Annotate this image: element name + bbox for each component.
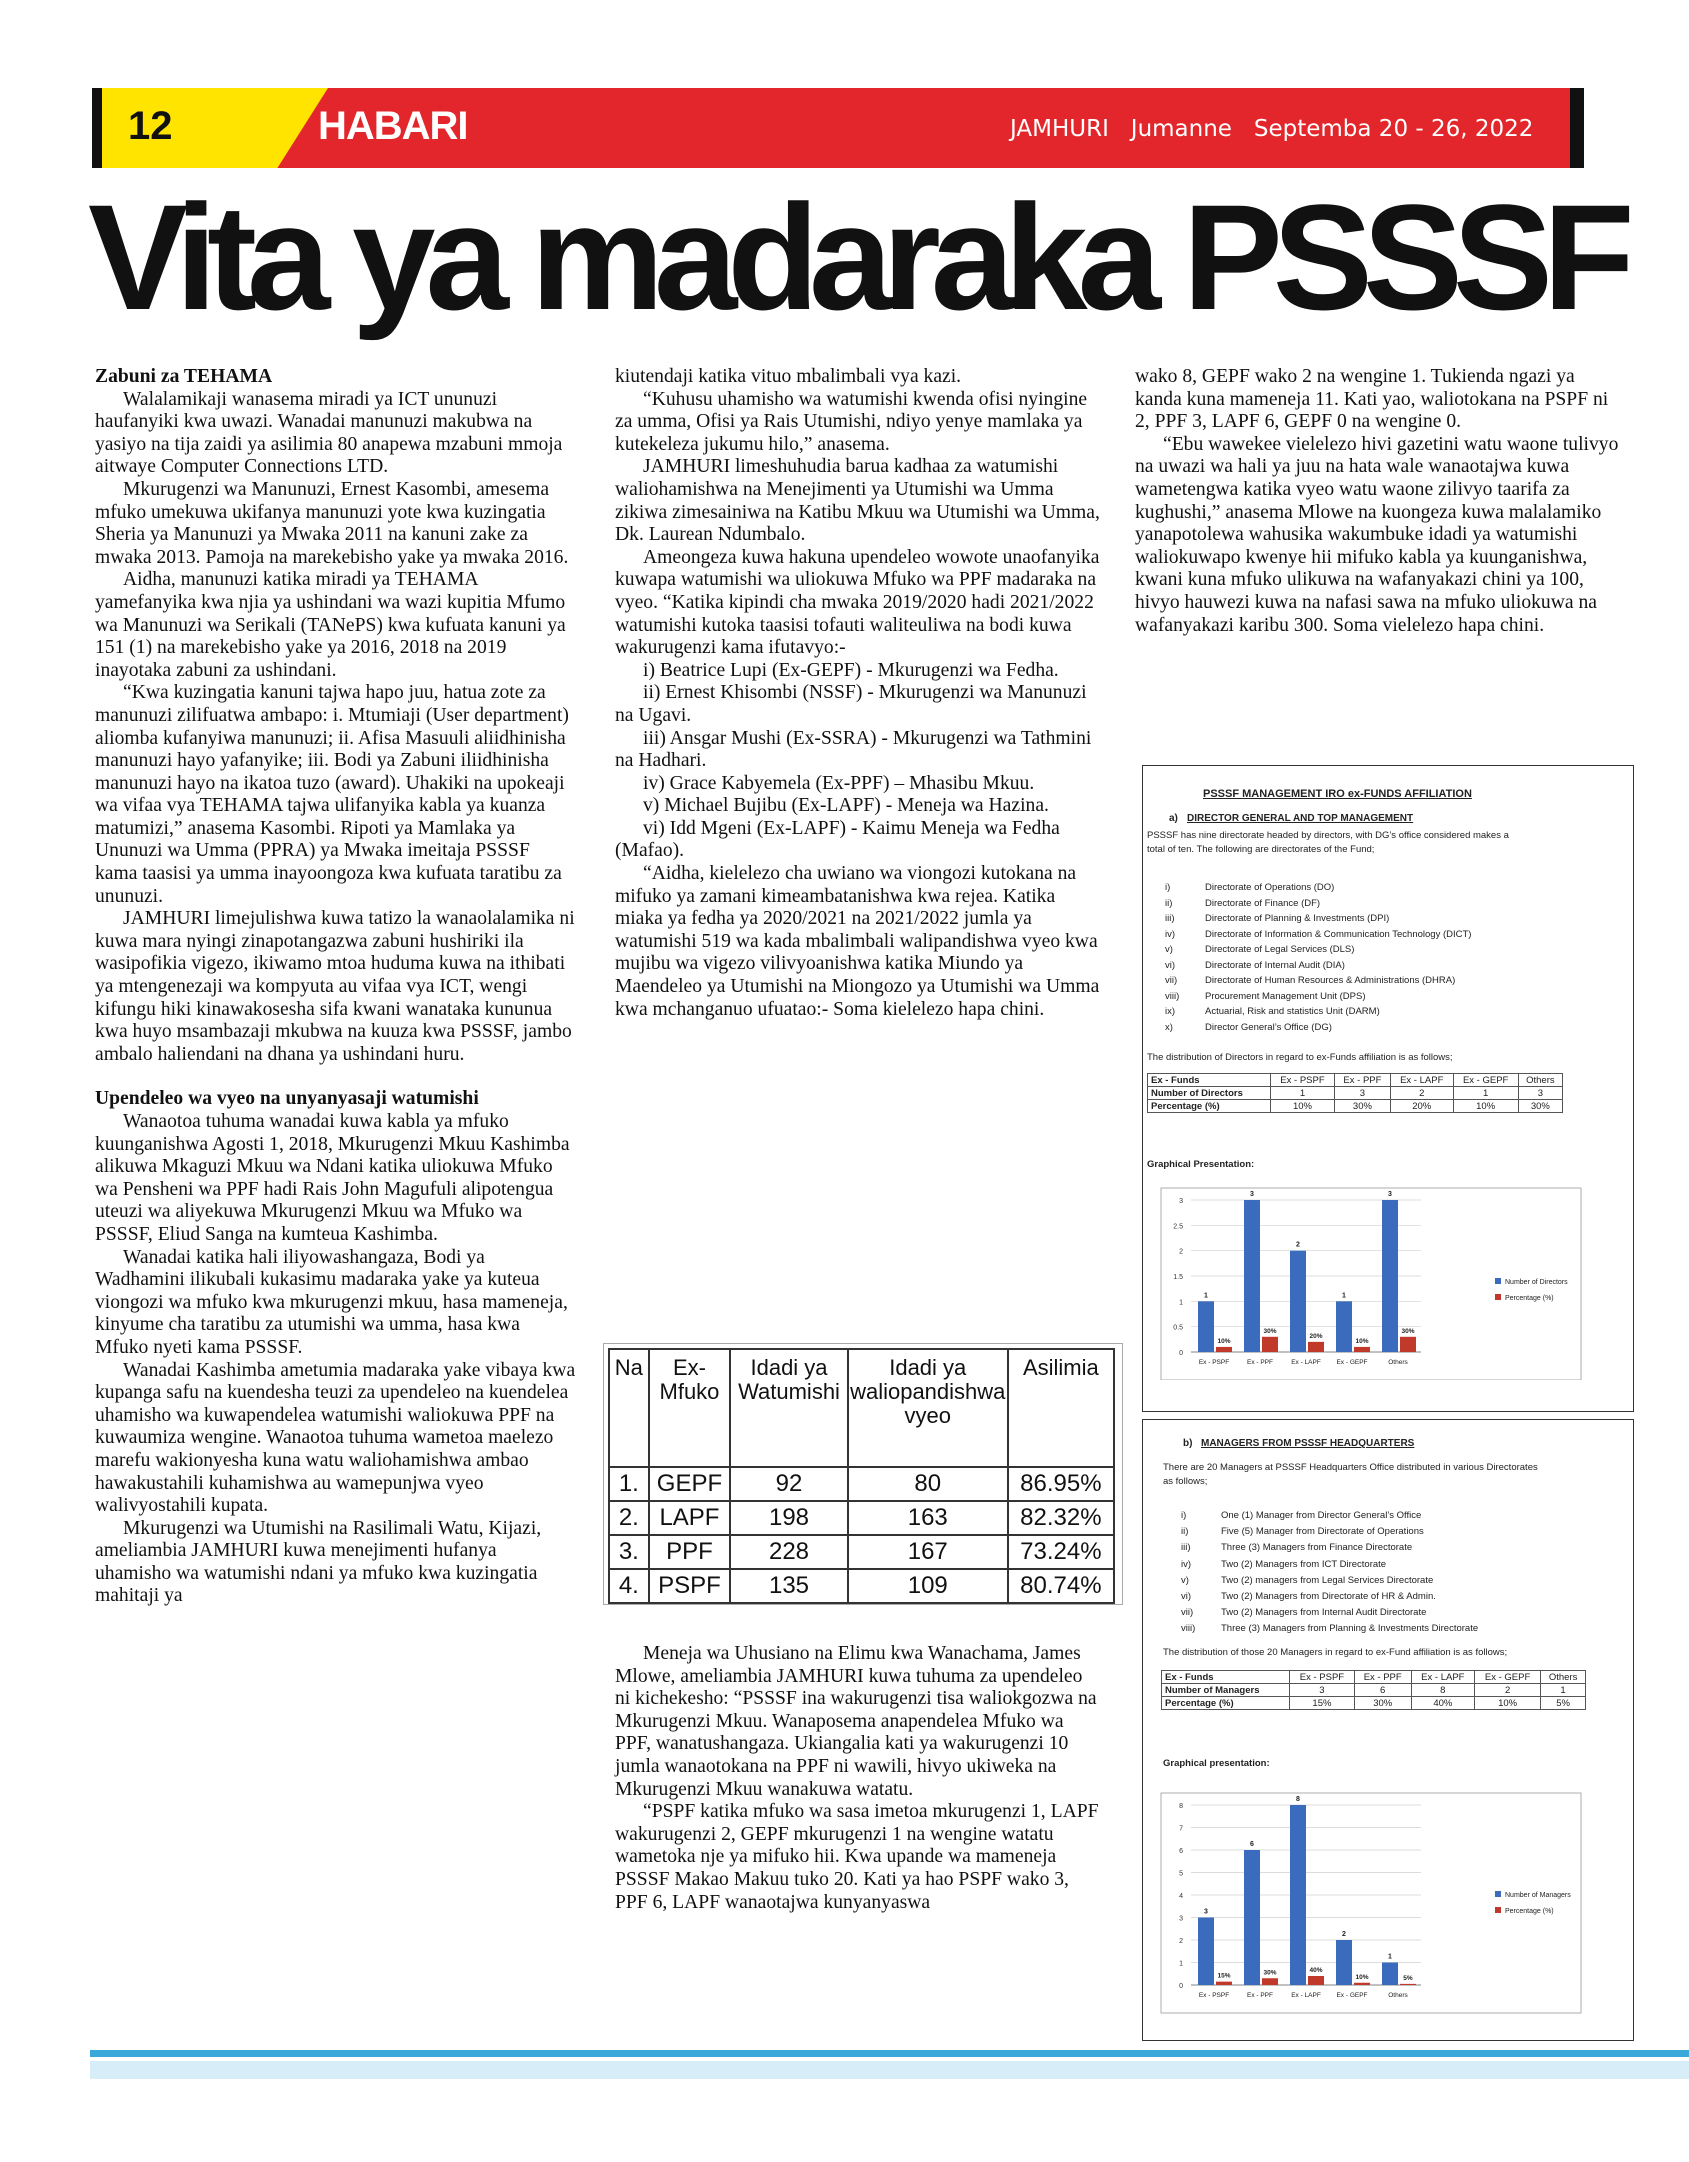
table-cell: 3	[1518, 1087, 1562, 1100]
y-tick-label: 3	[1179, 1915, 1183, 1923]
list-item-number: viii)	[1165, 990, 1180, 1002]
chart-frame	[1161, 1793, 1581, 2013]
data-label: 10%	[1355, 1973, 1369, 1981]
paragraph: “Aidha, kielelezo cha uwiano wa viongozi kutokana na mifuko ya zamani kimeambatanishwa kwa rejea. Katika miaka ya fedha ya 2020/2021 na 2021/2022 jumla ya watumishi 519 wa kada mbalimbali walipandishwa vyeo kwa mujibu wa vigezo vilivyoanishwa katika Miundo ya Maendeleo ya Utumishi na Miongozo ya Utumishi wa Umma kwa mchanganuo ufuatao:- Soma kielelezo hapa chini.	[615, 863, 1100, 1020]
legend-label: Percentage (%)	[1505, 1908, 1554, 1915]
table-row	[1148, 1087, 1563, 1100]
bar	[1216, 1982, 1232, 1985]
panel-a-distribution: The distribution of Directors in regard to ex-Funds affiliation is as follows;	[1147, 1052, 1453, 1063]
list-item-number: vii)	[1165, 975, 1178, 986]
table-row	[1148, 1074, 1563, 1087]
bar	[1262, 1337, 1278, 1352]
promotion-table-row	[609, 1467, 1114, 1501]
list-item-text: Two (2) Managers from Internal Audit Directorate	[1221, 1607, 1427, 1619]
panel-b-distribution: The distribution of those 20 Managers in regard to ex-Fund affiliation is as follows;	[1163, 1647, 1508, 1658]
list-item	[1165, 958, 1471, 974]
section-title: HABARI	[318, 104, 468, 148]
y-tick-label: 8	[1179, 1803, 1183, 1810]
y-tick-label: 1	[1179, 1960, 1183, 1968]
y-tick-label: 1	[1179, 1299, 1183, 1307]
table-cell: Percentage (%)	[1162, 1697, 1290, 1710]
table-cell: 10%	[1271, 1100, 1335, 1113]
promotion-table-cell: 228	[730, 1535, 848, 1569]
panel-a-graph-label: Graphical Presentation:	[1147, 1159, 1255, 1170]
managers-document-panel	[1142, 1419, 1634, 2041]
legend-label: Number of Directors	[1505, 1279, 1568, 1286]
paragraph: Aidha, manunuzi katika miradi ya TEHAMA yamefanyika kwa njia ya ushindani wa wazi kupitia Mfumo wa Manunuzi wa Serikali (TANePS) kwa kufuata kanuni ya 151 (1) na marekebisho yake ya 2016, 2018 na 2019 inayotaka zabuni za ushindani.	[95, 569, 566, 681]
bar	[1400, 1337, 1416, 1352]
bar	[1382, 1963, 1398, 1986]
paragraph: Mkurugenzi wa Manunuzi, Ernest Kasombi, amesema mfuko umekuwa ukifanya manunuzi yote kwa kuzingatia Sheria ya Manunuzi ya Mwaka 2011 na kanuni zake za mwaka 2013. Pamoja na marekebisho yake ya mwaka 2016.	[95, 478, 569, 568]
table-cell: 20%	[1390, 1100, 1453, 1113]
paragraph: kiutendaji katika vituo mbalimbali vya kazi.	[615, 366, 962, 387]
panel-b-subtitle: MANAGERS FROM PSSSF HEADQUARTERS	[1201, 1438, 1415, 1449]
paragraph: Wanaotoa tuhuma wanadai kuwa kabla ya mfuko kuunganishwa Agosti 1, 2018, Mkurugenzi Mkuu Kashimba alikuwa Mkaguzi Mkuu wa Ndani katika uliokuwa Mfuko wa Pensheni wa PPF hadi Rais John Magufuli alipotengua uteuzi wa aliyekuwa Mkurugenzi Mkuu wa Mfuko wa PSSSF, Eliud Sanga na kumteua Kashimba.	[95, 1111, 570, 1245]
list-item-number: i)	[1165, 882, 1171, 893]
list-item-text: Three (3) Managers from Finance Directorate	[1221, 1542, 1413, 1554]
y-tick-label: 1.5	[1173, 1274, 1183, 1281]
bar	[1308, 1342, 1324, 1352]
list-item-number: vi)	[1181, 1591, 1192, 1603]
paragraph: Ameongeza kuwa hakuna upendeleo wowote unaofanyika kuwapa watumishi wa uliokuwa Mfuko wa PPF madaraka na vyeo. “Katika kipindi cha mwaka 2019/2020 hadi 2021/2022 watumishi kutoka taasisi tofauti waliteuliwa na bodi kuwa wakurugenzi kama ifutavyo:-	[615, 546, 1100, 659]
paragraph: Wanadai katika hali iliyowashangaza, Bodi ya Wadhamini ilikubali kukasimu madaraka yake ya kuteua viongozi wa mfuko kwa mkurugenzi mkuu, hasa mameneja, kinyume cha taratibu za utumishi wa umma, hasa kwa Mfuko nyeti kama PSSSF.	[95, 1246, 568, 1358]
paragraph: i) Beatrice Lupi (Ex-GEPF) - Mkurugenzi wa Fedha.	[643, 659, 1059, 681]
bar	[1198, 1918, 1214, 1986]
list-item	[1181, 1508, 1478, 1524]
list-item	[1165, 989, 1471, 1005]
promotion-table-row	[609, 1535, 1114, 1569]
promotion-table-header	[609, 1349, 1114, 1467]
table-cell: 10%	[1453, 1100, 1518, 1113]
list-item	[1181, 1540, 1478, 1556]
article-column-2-continued	[615, 1643, 1100, 1914]
panel-a-subnum: a)	[1169, 813, 1178, 824]
table-cell: 1	[1453, 1087, 1518, 1100]
list-item-number: iv)	[1165, 928, 1176, 940]
panel-b-subnum: b)	[1183, 1438, 1193, 1449]
managers-chart	[1143, 1780, 1633, 2020]
x-tick-label: Ex - PPF	[1246, 1992, 1274, 1999]
subheading: Zabuni za TEHAMA	[95, 366, 273, 387]
list-item-text: Directorate of Internal Audit (DIA)	[1205, 959, 1345, 971]
paragraph: JAMHURI limejulishwa kuwa tatizo la wanaolalamika ni kuwa mara nyingi zinapotangazwa zabuni hushiriki ila wasipofikia vigezo, ikiwamo mtoa huduma kuwa na ithibati ya mtengenezaji wa kompyuta au vifaa vya ICT, wengi kifungu hiki kinawakosesha sifa kwani wanataka kununua kwa huyo msambazaji mkubwa na kuuza kwa PSSSF, jambo ambalo haliendani na dhana ya ushindani huru.	[95, 908, 575, 1065]
legend-label: Percentage (%)	[1505, 1295, 1554, 1302]
bar	[1244, 1850, 1260, 1985]
article-column-2	[615, 366, 1100, 1021]
y-tick-label: 2	[1179, 1248, 1183, 1256]
promotion-table-cell: 86.95%	[1008, 1467, 1114, 1501]
promotion-table-row	[609, 1501, 1114, 1535]
list-item-number: ii)	[1165, 897, 1173, 909]
table-cell: 2	[1390, 1087, 1453, 1100]
table-cell: Ex - LAPF	[1390, 1074, 1453, 1087]
list-item-number: vi)	[1165, 959, 1176, 971]
promotion-table-cell: 3.	[609, 1535, 649, 1569]
list-item-text: Directorate of Operations (DO)	[1205, 882, 1335, 893]
paragraph: Walalamikaji wanasema miradi ya ICT ununuzi haufanyiki kwa uwazi. Wanadai manunuzi makubwa na yasiyo na tija zaidi ya asilimia 80 anapewa mzabuni mmoja aitwaye Computer Connections LTD.	[95, 388, 563, 478]
list-item-text: Five (5) Manager from Directorate of Operations	[1221, 1526, 1424, 1538]
list-item-number: ii)	[1181, 1526, 1189, 1538]
list-item-text: Directorate of Legal Services (DLS)	[1205, 944, 1355, 955]
y-tick-label: 2.5	[1173, 1223, 1183, 1231]
paragraph: iii) Ansgar Mushi (Ex-SSRA) - Mkurugenzi wa Tathmini na Hadhari.	[615, 727, 1092, 772]
table-cell: Percentage (%)	[1148, 1100, 1271, 1113]
directors-chart	[1143, 1180, 1633, 1380]
paragraph: Meneja wa Uhusiano na Elimu kwa Wanachama, James Mlowe, ameliambia JAMHURI kuwa tuhuma za upendeleo ni kichekesho: “PSSSF ina wakurugenzi tisa waliokgozwa na Mkurugenzi Mkuu. Wanaposema anapendelea Mfuko wa PPF, wanatushangaza. Ukiangalia kati ya wakurugenzi 10 jumla wanaotokana na PPF ni wawili, hivyo ukiweka na Mkurugenzi Mkuu wanakuwa watatu.	[615, 1643, 1097, 1800]
list-item-text: Directorate of Planning & Investments (DPI)	[1205, 913, 1390, 924]
x-tick-label: Ex - GEPF	[1336, 1992, 1368, 1999]
legend-swatch	[1495, 1278, 1501, 1284]
list-item-text: Two (2) managers from Legal Services Directorate	[1221, 1574, 1434, 1586]
paragraph: iv) Grace Kabyemela (Ex-PPF) – Mhasibu Mkuu.	[643, 772, 1035, 794]
promotion-table-cell: 135	[730, 1569, 848, 1603]
promotion-table-cell: 109	[848, 1569, 1008, 1603]
manager-list	[1181, 1508, 1478, 1638]
bar	[1336, 1301, 1352, 1352]
article-column-1	[95, 366, 577, 1608]
promotion-table-image	[603, 1343, 1123, 1605]
panel-a-intro-line1: PSSSF has nine directorate headed by directors, with DG’s office considered makes a	[1147, 830, 1509, 841]
x-tick-label: Others	[1388, 1359, 1408, 1366]
directors-document-panel	[1142, 765, 1634, 1412]
list-item	[1165, 973, 1471, 989]
legend-swatch	[1495, 1294, 1501, 1300]
data-label: 3	[1250, 1191, 1254, 1198]
list-item-text: Two (2) Managers from ICT Directorate	[1221, 1558, 1387, 1570]
paragraph: ii) Ernest Khisombi (NSSF) - Mkurugenzi wa Manunuzi na Ugavi.	[615, 682, 1087, 726]
data-label: 3	[1204, 1908, 1208, 1916]
promotion-table-header-cell: Idadi ya Watumishi	[730, 1349, 848, 1467]
panel-b-graph-label: Graphical presentation:	[1163, 1758, 1270, 1769]
y-tick-label: 0	[1179, 1350, 1183, 1357]
list-item	[1165, 927, 1471, 943]
list-item-number: x)	[1165, 1021, 1173, 1033]
table-cell: Number of Managers	[1162, 1684, 1290, 1697]
table-cell: Ex - Funds	[1162, 1671, 1290, 1684]
promotion-table-cell: 167	[848, 1535, 1008, 1569]
bar	[1308, 1976, 1324, 1985]
table-cell: Others	[1518, 1074, 1562, 1087]
directors-table	[1147, 1073, 1563, 1113]
header-right-edge	[1570, 88, 1584, 168]
list-item	[1165, 942, 1471, 958]
data-label: 2	[1296, 1241, 1300, 1249]
data-label: 20%	[1309, 1332, 1323, 1340]
list-item-number: iii)	[1181, 1542, 1191, 1554]
y-tick-label: 2	[1179, 1938, 1183, 1945]
x-tick-label: Ex - PSPF	[1198, 1359, 1230, 1366]
panel-a-subtitle: DIRECTOR GENERAL AND TOP MANAGEMENT	[1187, 813, 1414, 824]
footer-band	[90, 2061, 1689, 2079]
table-cell: 30%	[1334, 1100, 1390, 1113]
data-label: 2	[1342, 1931, 1346, 1938]
promotion-table-cell: PSPF	[649, 1569, 731, 1603]
promotion-table-cell: 82.32%	[1008, 1501, 1114, 1535]
list-item-number: iv)	[1181, 1558, 1192, 1570]
y-tick-label: 4	[1179, 1893, 1183, 1900]
bar	[1216, 1347, 1232, 1352]
panel-b-intro-line2: as follows;	[1163, 1476, 1208, 1487]
table-cell: Number of Directors	[1148, 1087, 1271, 1100]
list-item-text: Actuarial, Risk and statistics Unit (DARM)	[1205, 1006, 1380, 1017]
bar	[1354, 1347, 1370, 1352]
x-tick-label: Ex - LAPF	[1291, 1359, 1321, 1366]
y-tick-label: 7	[1179, 1825, 1183, 1833]
legend-swatch	[1495, 1891, 1501, 1897]
list-item-text: One (1) Manager from Director General’s Office	[1221, 1510, 1422, 1521]
table-cell: 5%	[1541, 1697, 1586, 1710]
managers-table	[1161, 1670, 1586, 1710]
data-label: 1	[1204, 1292, 1208, 1300]
table-cell: Ex - LAPF	[1411, 1671, 1474, 1684]
promotion-table-cell: 4.	[609, 1569, 649, 1603]
x-tick-label: Ex - PPF	[1246, 1359, 1274, 1366]
promotion-table-cell: LAPF	[649, 1501, 731, 1535]
promotion-table	[608, 1348, 1115, 1604]
promotion-table-header-cell: Asilimia	[1008, 1349, 1114, 1467]
table-cell: Ex - PSPF	[1271, 1074, 1335, 1087]
panel-a-intro-line2: total of ten. The following are directorates of the Fund;	[1147, 844, 1375, 855]
dateline: JAMHURI Jumanne Septemba 20 - 26, 2022	[1010, 116, 1534, 142]
data-label: 30%	[1401, 1327, 1415, 1335]
table-cell: 3	[1334, 1087, 1390, 1100]
list-item-text: Procurement Management Unit (DPS)	[1205, 990, 1366, 1002]
table-cell: 6	[1354, 1684, 1411, 1697]
header-left-edge	[92, 88, 102, 168]
paragraph: wako 8, GEPF wako 2 na wengine 1. Tukienda ngazi ya kanda kuna mameneja 11. Kati yao, waliotokana na PSPF ni 2, PPF 3, LAPF 6, GEPF 0 na wengine 0.	[1135, 366, 1609, 433]
promotion-table-header-cell: Idadi ya waliopandishwa vyeo	[848, 1349, 1008, 1467]
list-item-number: v)	[1165, 944, 1173, 955]
list-item	[1165, 896, 1471, 912]
bar	[1336, 1940, 1352, 1985]
y-tick-label: 3	[1179, 1198, 1183, 1205]
legend-swatch	[1495, 1907, 1501, 1913]
paragraph: Mkurugenzi wa Utumishi na Rasilimali Watu, Kijazi, ameliambia JAMHURI kuwa menejimenti hufanya uhamisho wa watumishi ndani ya mfuko kwa kuzingatia mahitaji ya	[95, 1517, 542, 1607]
list-item	[1181, 1605, 1478, 1621]
table-cell: 2	[1475, 1684, 1541, 1697]
table-cell: Others	[1541, 1671, 1586, 1684]
list-item	[1165, 911, 1471, 927]
promotion-table-row	[609, 1569, 1114, 1603]
x-tick-label: Ex - LAPF	[1291, 1992, 1321, 1999]
list-item-text: Directorate of Finance (DF)	[1205, 897, 1321, 909]
list-item-number: v)	[1181, 1574, 1189, 1586]
table-cell: 40%	[1411, 1697, 1474, 1710]
bar	[1290, 1251, 1306, 1352]
data-label: 10%	[1355, 1337, 1369, 1345]
table-cell: 8	[1411, 1684, 1474, 1697]
data-label: 1	[1342, 1292, 1346, 1300]
list-item-text: Director General’s Office (DG)	[1205, 1021, 1332, 1033]
list-item	[1165, 1020, 1471, 1036]
panel-a-title: PSSSF MANAGEMENT IRO ex-FUNDS AFFILIATION	[1203, 788, 1472, 800]
list-item-text: Two (2) Managers from Directorate of HR & Admin.	[1221, 1591, 1436, 1603]
paragraph	[95, 1066, 577, 1088]
data-label: 30%	[1263, 1969, 1277, 1977]
data-label: 1	[1388, 1953, 1392, 1961]
panel-b-intro-line1: There are 20 Managers at PSSSF Headquarters Office distributed in various Directorates	[1163, 1462, 1538, 1473]
paragraph: “Ebu wawekee vielelezo hivi gazetini watu waone tulivyo na uwazi wa hali ya juu na hata wale wanaotajwa kuwa wametengwa katika vyeo watu waone zilivyo taarifa za kughushi,” anasema Mlowe na kuongeza kuwa malalamiko yanapotolewa wahusika wakumbuke idadi ya watumishi waliokuwapo kwenye hii mifuko kabla ya kuunganishwa, kwani kuna mfuko ulikuwa na wafanyakazi chini ya 100, hivyo hauwezi kuwa na nafasi sawa na mfuko uliokuwa na wafanyakazi karibu 300. Soma vielelezo hapa chini.	[1135, 433, 1619, 636]
promotion-table-cell: 73.24%	[1008, 1535, 1114, 1569]
page-number: 12	[128, 104, 173, 148]
directorate-list	[1165, 880, 1471, 1035]
list-item	[1181, 1573, 1478, 1589]
table-row	[1162, 1697, 1586, 1710]
y-tick-label: 0	[1179, 1983, 1183, 1990]
list-item-number: viii)	[1181, 1623, 1196, 1635]
bar	[1198, 1301, 1214, 1352]
list-item	[1165, 1004, 1471, 1020]
bar	[1290, 1805, 1306, 1985]
promotion-table-cell: 92	[730, 1467, 848, 1501]
table-cell: 3	[1290, 1684, 1355, 1697]
y-tick-label: 5	[1179, 1870, 1183, 1878]
table-cell: 30%	[1354, 1697, 1411, 1710]
data-label: 15%	[1217, 1972, 1231, 1980]
bar	[1244, 1200, 1260, 1352]
list-item	[1181, 1589, 1478, 1605]
list-item-number: vii)	[1181, 1607, 1194, 1619]
promotion-table-cell: 163	[848, 1501, 1008, 1535]
data-label: 10%	[1217, 1337, 1231, 1345]
y-tick-label: 6	[1179, 1848, 1183, 1855]
bar	[1382, 1200, 1398, 1352]
x-tick-label: Ex - PSPF	[1198, 1992, 1230, 1999]
data-label: 8	[1296, 1796, 1300, 1803]
list-item	[1181, 1621, 1478, 1637]
list-item-text: Directorate of Information & Communication Technology (DICT)	[1205, 928, 1472, 940]
table-row	[1162, 1684, 1586, 1697]
bar	[1262, 1978, 1278, 1985]
data-label: 3	[1388, 1191, 1392, 1198]
promotion-table-cell: 1.	[609, 1467, 649, 1501]
table-cell: 1	[1271, 1087, 1335, 1100]
article-column-3	[1135, 366, 1625, 637]
list-item-number: iii)	[1165, 913, 1175, 924]
data-label: 30%	[1263, 1327, 1277, 1335]
table-cell: 1	[1541, 1684, 1586, 1697]
table-row	[1162, 1671, 1586, 1684]
table-cell: Ex - PPF	[1334, 1074, 1390, 1087]
list-item-text: Directorate of Human Resources & Administrations (DHRA)	[1205, 975, 1456, 986]
promotion-table-cell: 80	[848, 1467, 1008, 1501]
list-item-text: Three (3) Managers from Planning & Investments Directorate	[1221, 1623, 1479, 1635]
paragraph: v) Michael Bujibu (Ex-LAPF) - Meneja wa Hazina.	[643, 795, 1049, 817]
table-cell: Ex - PSPF	[1290, 1671, 1355, 1684]
list-item-number: i)	[1181, 1510, 1187, 1521]
legend-label: Number of Managers	[1505, 1892, 1571, 1899]
promotion-table-cell: 2.	[609, 1501, 649, 1535]
promotion-table-cell: 80.74%	[1008, 1569, 1114, 1603]
bar	[1400, 1984, 1416, 1985]
table-cell: Ex - GEPF	[1475, 1671, 1541, 1684]
list-item	[1181, 1557, 1478, 1573]
data-label: 40%	[1309, 1967, 1323, 1974]
promotion-table-header-cell: Ex- Mfuko	[649, 1349, 731, 1467]
table-cell: 10%	[1475, 1697, 1541, 1710]
paragraph: vi) Idd Mgeni (Ex-LAPF) - Kaimu Meneja wa Fedha (Mafao).	[615, 817, 1060, 862]
data-label: 5%	[1403, 1974, 1413, 1982]
x-tick-label: Ex - GEPF	[1336, 1359, 1368, 1366]
promotion-table-cell: 198	[730, 1501, 848, 1535]
table-cell: Ex - PPF	[1354, 1671, 1411, 1684]
paragraph: “PSPF katika mfuko wa sasa imetoa mkurugenzi 1, LAPF wakurugenzi 2, GEPF mkurugenzi 1 na wengine watatu wametoka nje ya mifuko hii. Kwa upande wa mameneja PSSSF Makao Makuu tuko 20. Kati ya hao PSPF wako 3, PPF 6, LAPF wanaotajwa kunyanyaswa	[615, 1801, 1099, 1913]
y-tick-label: 0.5	[1173, 1324, 1183, 1332]
table-cell: 30%	[1518, 1100, 1562, 1113]
paragraph: “Kwa kuzingatia kanuni tajwa hapo juu, hatua zote za manunuzi zilifuatwa ambapo: i. Mtumiaji (User department) aliomba kufanyiwa manunuzi; ii. Afisa Masuuli aliidhinisha manunuzi hayo yafanyike; iii. Bodi ya Zabuni iliidhinisha manunuzi hayo na ikatoa tuzo (award). Uhakiki na upokeaji wa vifaa vya TEHAMA tajwa ulifanyika kabla ya kuanza matumizi,” anasema Kasombi. Ripoti ya Mamlaka ya Ununuzi wa Umma (PPRA) ya Mwaka imeitaja PSSSF kama taasisi ya umma inayoongoza kwa kufuata taratibu za ununuzi.	[95, 682, 569, 907]
promotion-table-header-cell: Na	[609, 1349, 649, 1467]
table-cell: Ex - Funds	[1148, 1074, 1271, 1087]
promotion-table-cell: PPF	[649, 1535, 731, 1569]
table-row	[1148, 1100, 1563, 1113]
subheading: Upendeleo wa vyeo na unyanyasaji watumishi	[95, 1088, 479, 1110]
paragraph: JAMHURI limeshuhudia barua kadhaa za watumishi waliohamishwa na Menejimenti ya Utumishi wa Umma zikiwa zimesainiwa na Katibu Mkuu wa Utumishi wa Umma, Dk. Laurean Ndumbalo.	[615, 456, 1100, 546]
list-item-number: ix)	[1165, 1006, 1176, 1017]
table-cell: Ex - GEPF	[1453, 1074, 1518, 1087]
list-item	[1165, 880, 1471, 896]
data-label: 6	[1250, 1841, 1254, 1848]
list-item	[1181, 1524, 1478, 1540]
headline: Vita ya madaraka PSSSF	[88, 173, 1625, 341]
table-cell: 15%	[1290, 1697, 1355, 1710]
x-tick-label: Others	[1388, 1992, 1408, 1999]
paragraph: Wanadai Kashimba ametumia madaraka yake vibaya kwa kupanga safu na kuendesha teuzi za upendeleo na kuendelea uhamisho wa kuwapendelea watumishi waliokuwa PPF na kuwaumiza wengine. Wanaotoa tuhuma wametoa maelezo marefu wakionyesha kuna watu waliohamishwa ambao hawakustahili kuhamishwa au wamepunjwa vyeo walivyostahili kupata.	[95, 1359, 576, 1517]
paragraph: “Kuhusu uhamisho wa watumishi kwenda ofisi nyingine za umma, Ofisi ya Rais Utumishi, ndiyo yenye mamlaka ya kutekeleza jukumu hilo,” anasema.	[615, 388, 1088, 455]
footer-stripe	[90, 2050, 1689, 2057]
promotion-table-cell: GEPF	[649, 1467, 731, 1501]
bar	[1354, 1983, 1370, 1985]
